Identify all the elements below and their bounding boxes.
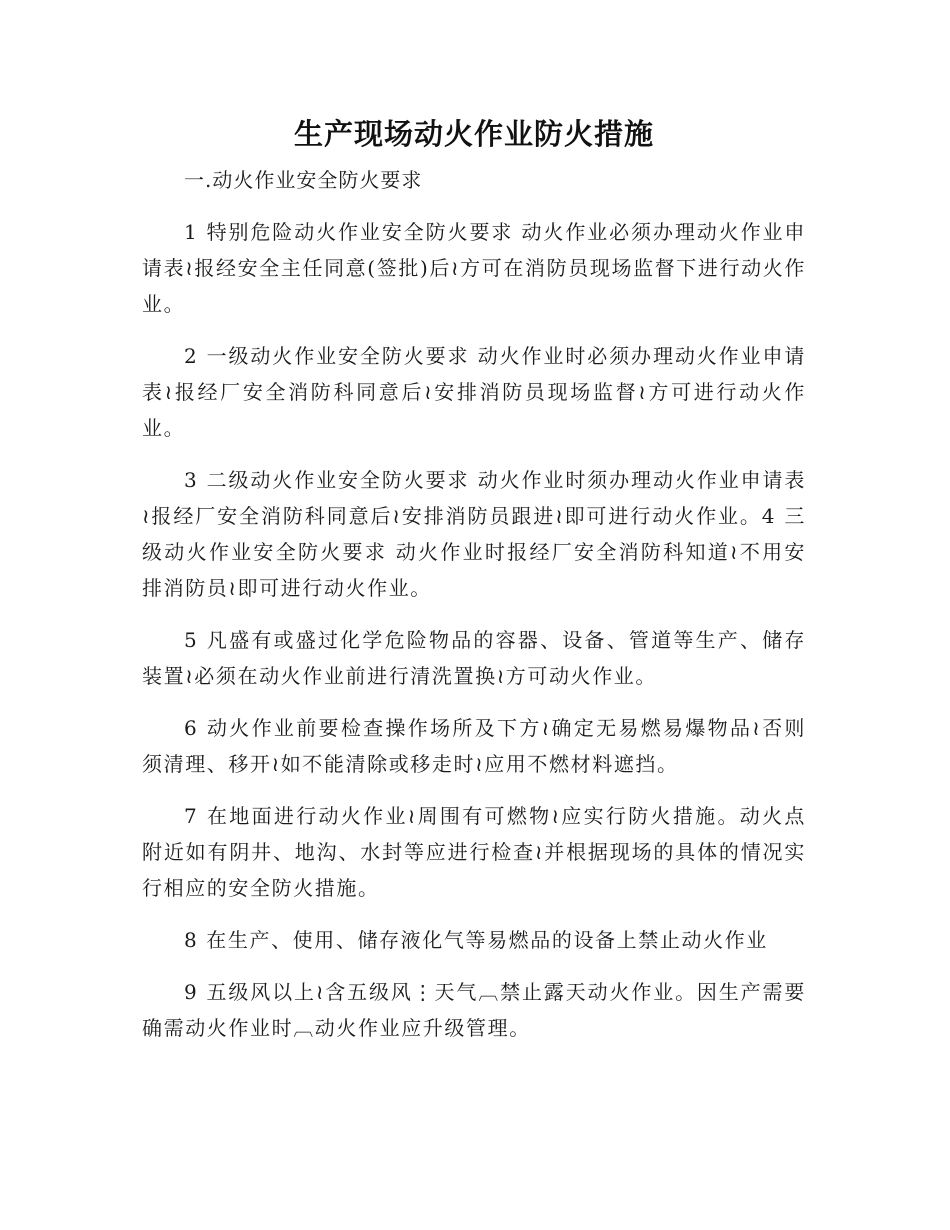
paragraph-7: 7 在地面进行动火作业≀周围有可燃物≀应实行防火措施。动火点附近如有阴井、地沟、水封等应进行检查≀并根据现场的具体的情况实行相应的安全防火措施。 (142, 804, 806, 900)
paragraph-6: 6 动火作业前要检查操作场所及下方≀确定无易燃易爆物品≀否则须清理、移开≀如不能清除或移走时≀应用不燃材料遮挡。 (142, 716, 806, 776)
paragraph-9: 9 五级风以上≀含五级风⋮天气︹禁止露天动火作业。因生产需要确需动火作业时︹动火作业应升级管理。 (142, 980, 806, 1040)
paragraph-8: 8 在生产、使用、储存液化气等易燃品的设备上禁止动火作业 (184, 928, 768, 952)
document-page (142, 0, 806, 1046)
paragraph-3: 3 二级动火作业安全防火要求 动火作业时须办理动火作业申请表≀报经厂安全消防科同意后≀安排消防员跟进≀即可进行动火作业。4 三级动火作业安全防火要求 动火作业时报经厂安全消防科知道≀不用安排消防员≀即可进行动火作业。 (142, 468, 806, 600)
paragraph-5: 5 凡盛有或盛过化学危险物品的容器、设备、管道等生产、储存装置≀必须在动火作业前进行清洗置换≀方可动火作业。 (142, 628, 806, 688)
paragraph-1: 1 特别危险动火作业安全防火要求 动火作业必须办理动火作业申请表≀报经安全主任同意(签批)后≀方可在消防员现场监督下进行动火作业。 (142, 220, 806, 316)
document-title: 生产现场动火作业防火措施 (293, 117, 654, 151)
section-heading: 一.动火作业安全防火要求 (184, 168, 423, 192)
paragraph-2: 2 一级动火作业安全防火要求 动火作业时必须办理动火作业申请表≀报经厂安全消防科同意后≀安排消防员现场监督≀方可进行动火作业。 (142, 344, 806, 440)
